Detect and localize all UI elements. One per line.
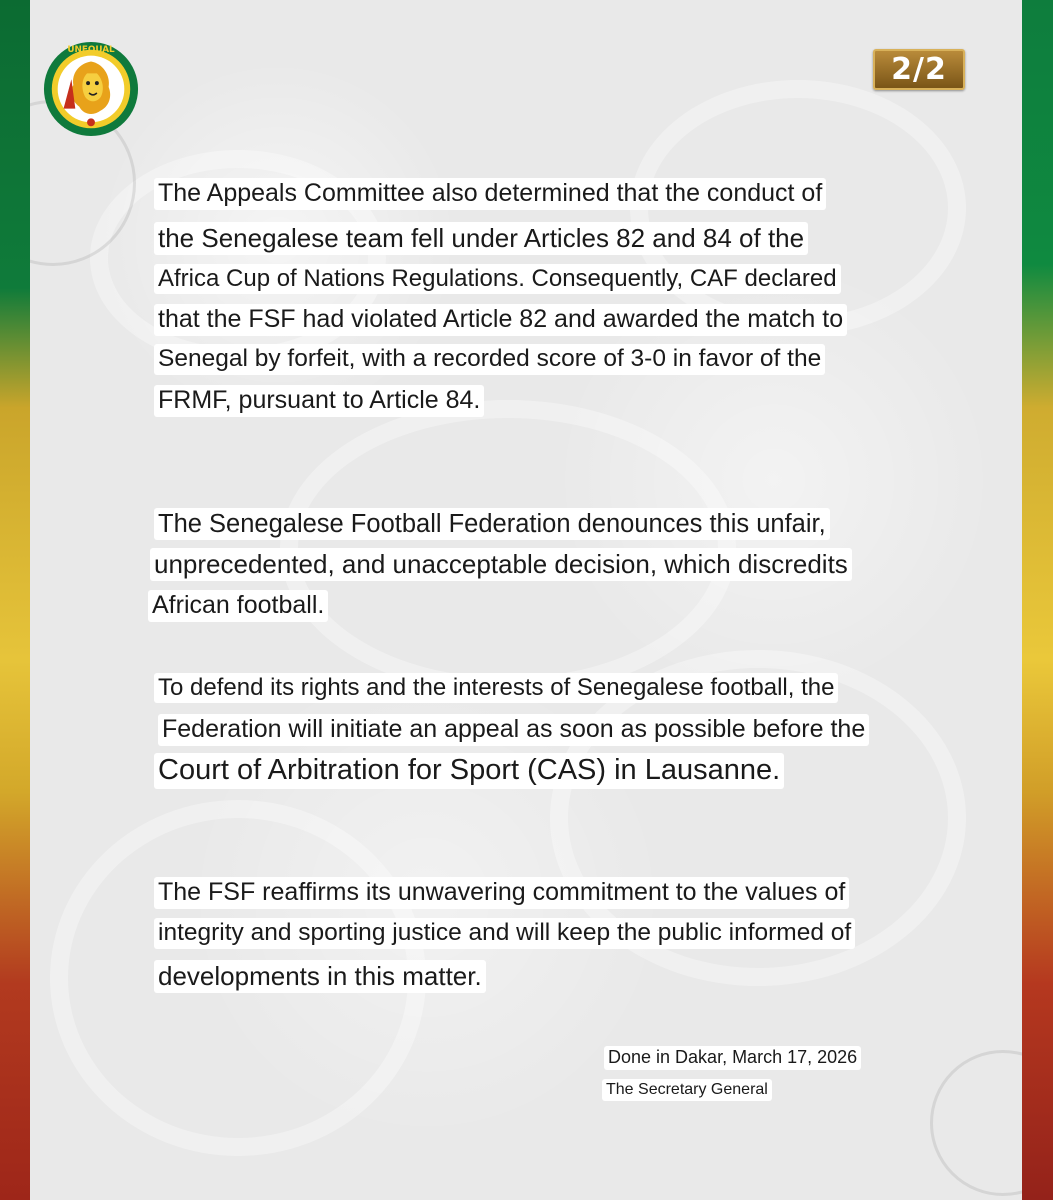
signature-place-date: Done in Dakar, March 17, 2026 <box>604 1046 861 1070</box>
flag-border-left <box>0 0 30 1200</box>
text-line: African football. <box>148 590 328 622</box>
flag-border-right <box>1022 0 1053 1200</box>
text-line: The Appeals Committee also determined that the conduct of <box>154 178 826 210</box>
logo-top-text: UNEQUAL <box>67 44 115 55</box>
signature-title: The Secretary General <box>602 1079 772 1101</box>
text-line: integrity and sporting justice and will keep the public informed of <box>154 918 855 949</box>
text-line: The Senegalese Football Federation denounces this unfair, <box>154 508 830 540</box>
text-line: Africa Cup of Nations Regulations. Consequently, CAF declared <box>154 264 841 294</box>
text-line: Federation will initiate an appeal as soon as possible before the <box>158 714 869 746</box>
text-line: To defend its rights and the interests of Senegalese football, the <box>154 673 838 703</box>
text-line: the Senegalese team fell under Articles 82 and 84 of the <box>154 222 808 255</box>
text-line: that the FSF had violated Article 82 and awarded the match to <box>154 304 847 336</box>
seal-stamp-icon <box>930 1050 1022 1196</box>
fsf-lion-logo-icon <box>42 40 140 138</box>
text-line: unprecedented, and unacceptable decision, which discredits <box>150 548 852 581</box>
page-indicator-badge: 2/2 <box>873 49 965 90</box>
text-line: FRMF, pursuant to Article 84. <box>154 385 484 417</box>
text-line: The FSF reaffirms its unwavering commitment to the values of <box>154 877 849 909</box>
text-line: Senegal by forfeit, with a recorded score of 3-0 in favor of the <box>154 344 825 375</box>
text-line: developments in this matter. <box>154 960 486 993</box>
text-line: Court of Arbitration for Sport (CAS) in Lausanne. <box>154 753 784 789</box>
